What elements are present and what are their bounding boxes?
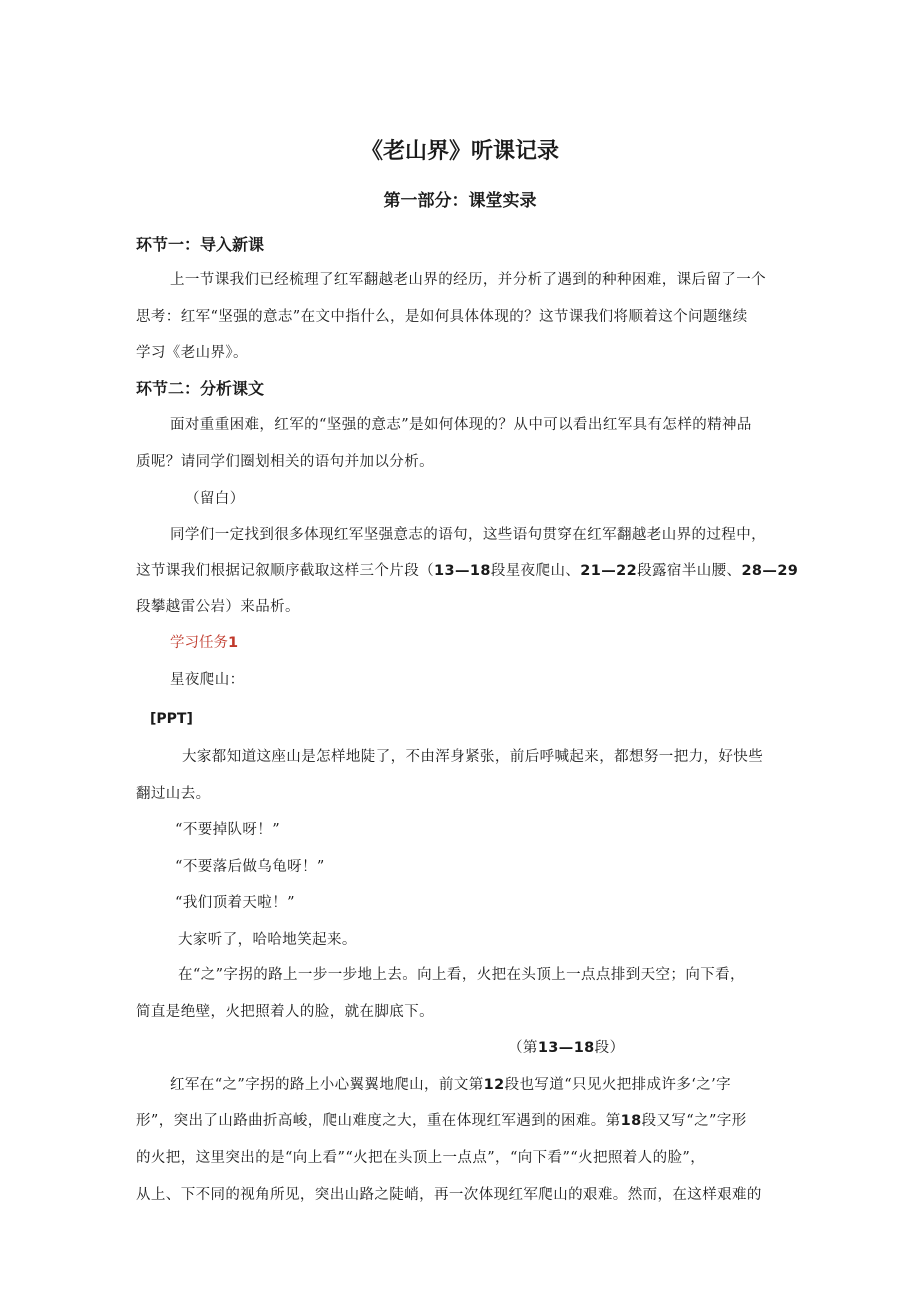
- task-number: 1: [228, 635, 239, 651]
- text-run: 段露宿半山腰、: [637, 563, 742, 579]
- section2-heading: 环节二：分析课文: [136, 379, 265, 398]
- blank-note: （留白）: [185, 491, 245, 507]
- section1-line: 上一节课我们已经梳理了红军翻越老山界的经历，并分析了遇到的种种困难，课后留了一个: [170, 272, 766, 288]
- text-run: 段也写道“只见火把排成许多‘之’字: [504, 1077, 732, 1093]
- analysis-line: 从上、下不同的视角所见，突出山路之陡峭，再一次体现红军爬山的艰难。然而，在这样艰难的: [136, 1187, 762, 1203]
- ppt-quote-line: “不要落后做乌龟呀！”: [175, 859, 325, 875]
- ppt-tag: [PPT]: [150, 711, 193, 727]
- text-run: 段又写“之”字形: [641, 1113, 747, 1129]
- analysis-line: 的火把，这里突出的是“向上看”“火把在头顶上一点点”，“向下看”“火把照着人的脸”，: [136, 1150, 706, 1166]
- text-run: 这节课我们根据记叙顺序截取这样三个片段（: [136, 563, 434, 579]
- ppt-quote-line: 简直是绝壁，火把照着人的脸，就在脚底下。: [136, 1004, 434, 1020]
- section2-question-line: 质呢？请同学们圈划相关的语句并加以分析。: [136, 454, 434, 470]
- paragraph-range: 13—18: [537, 1040, 595, 1056]
- ppt-quote-line: “不要掉队呀！”: [175, 822, 281, 838]
- ppt-quote-line: 大家都知道这座山是怎样地陡了，不由浑身紧张，前后呼喊起来，都想努一把力，好快些: [182, 749, 764, 765]
- paragraph-range: 28—29: [741, 563, 799, 579]
- section1-line: 学习《老山界》。: [136, 345, 248, 361]
- analysis-line: [136, 1109, 786, 1130]
- analysis-line: [170, 1073, 820, 1094]
- paragraph-number: 12: [483, 1077, 505, 1093]
- ppt-quote-line: “我们顶着天啦！”: [175, 895, 295, 911]
- task-label: 学习任务: [170, 635, 228, 651]
- paragraph-number: 18: [620, 1113, 642, 1129]
- paragraph-range: 21—22: [580, 563, 638, 579]
- text-run: 红军在“之”字拐的路上小心翼翼地爬山，前文第: [170, 1077, 484, 1093]
- ppt-quote-line: 大家听了，哈哈地笑起来。: [178, 932, 357, 948]
- text-run: 段星夜爬山、: [490, 563, 581, 579]
- section1-heading: 环节一：导入新课: [136, 235, 265, 254]
- ppt-quote-line: 在“之”字拐的路上一步一步地上去。向上看，火把在头顶上一点点排到天空；向下看，: [178, 967, 745, 983]
- learning-task-label: [170, 631, 238, 652]
- text-run: 形”，突出了山路曲折高峻，爬山难度之大，重在体现红军遇到的困难。第: [136, 1113, 621, 1129]
- ppt-quote-line: 翻过山去。: [136, 786, 211, 802]
- section1-line: 思考：红军“坚强的意志”在文中指什么，是如何具体体现的？这节课我们将顺着这个问题继续: [136, 309, 748, 325]
- section2-paragraph-line: 同学们一定找到很多体现红军坚强意志的语句，这些语句贯穿在红军翻越老山界的过程中，: [170, 527, 766, 543]
- section2-question-line: 面对重重困难，红军的“坚强的意志”是如何体现的？从中可以看出红军具有怎样的精神品: [170, 417, 752, 433]
- section2-paragraph-line: 段攀越雷公岩）来品析。: [136, 599, 300, 615]
- text-run: （第: [508, 1040, 538, 1056]
- section2-paragraph-line: [136, 559, 799, 580]
- task-subheading: 星夜爬山：: [170, 672, 245, 688]
- document-title: 《老山界》听课记录: [360, 139, 559, 164]
- text-run: 段）: [594, 1040, 625, 1056]
- ppt-source: [508, 1036, 624, 1057]
- part-heading: 第一部分：课堂实录: [383, 191, 537, 211]
- paragraph-range: 13—18: [434, 563, 491, 579]
